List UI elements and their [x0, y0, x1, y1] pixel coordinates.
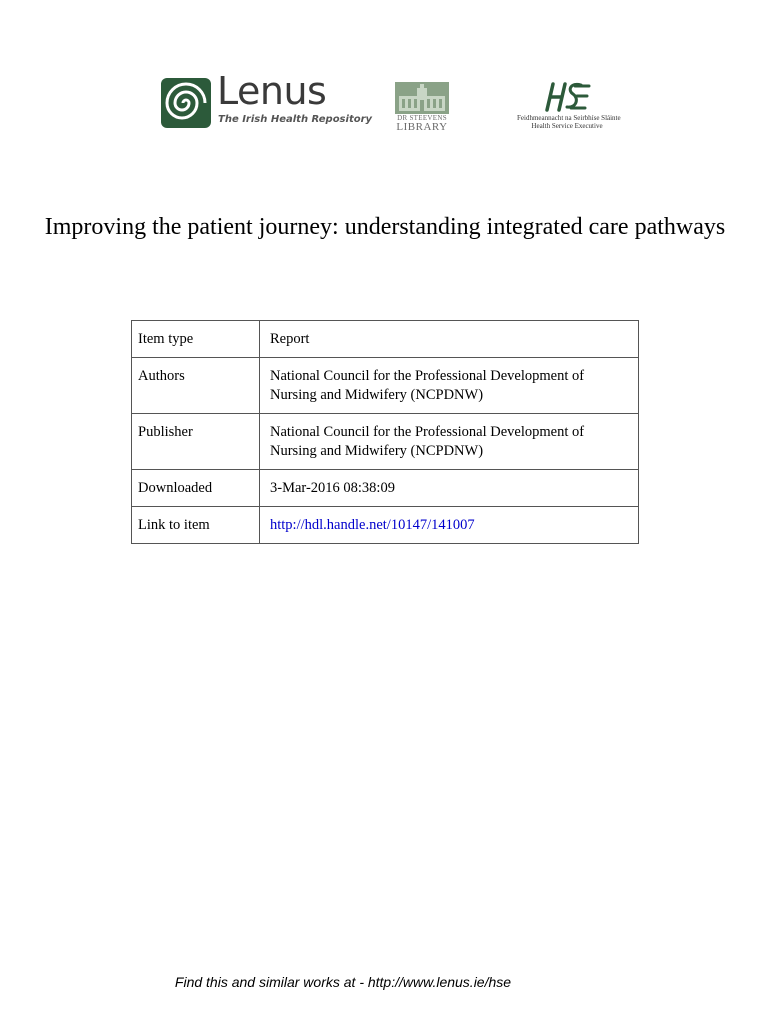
authors-label: Authors — [132, 358, 260, 414]
hse-mark-icon — [541, 80, 593, 112]
dr-steevens-library-logo — [395, 82, 449, 132]
downloaded-label: Downloaded — [132, 470, 260, 507]
item-type-label: Item type — [132, 321, 260, 358]
publisher-label: Publisher — [132, 414, 260, 470]
table-row — [132, 358, 639, 414]
metadata-table — [131, 320, 639, 544]
footer-text: Find this and similar works at - http://www.lenus.ie/hse — [174, 974, 512, 990]
item-link[interactable]: http://hdl.handle.net/10147/141007 — [270, 517, 475, 533]
link-to-item-label: Link to item — [132, 507, 260, 544]
document-title: Improving the patient journey: understanding integrated care pathways — [44, 214, 726, 240]
table-row — [132, 470, 639, 507]
steevens-label: DR STEEVENS — [397, 114, 447, 122]
library-building-icon — [395, 82, 449, 114]
lenus-wordmark: Lenus — [217, 69, 327, 113]
downloaded-value: 3-Mar-2016 08:38:09 — [260, 470, 639, 507]
table-row — [132, 414, 639, 470]
logo-bar — [0, 0, 770, 150]
table-row — [132, 507, 639, 544]
table-row — [132, 321, 639, 358]
hse-logo — [517, 80, 621, 132]
publisher-value: National Council for the Professional Development of Nursing and Midwifery (NCPDNW) — [260, 414, 639, 470]
lenus-spiral-icon — [161, 78, 211, 128]
library-label: LIBRARY — [396, 121, 448, 133]
lenus-logo — [161, 69, 373, 130]
link-to-item-cell — [260, 507, 639, 544]
item-type-value: Report — [260, 321, 639, 358]
hse-irish-name: Feidhmeannacht na Seirbhíse Sláinte — [517, 114, 621, 122]
lenus-tagline: The Irish Health Repository — [218, 114, 373, 125]
hse-english-name: Health Service Executive — [531, 122, 603, 130]
authors-value: National Council for the Professional Development of Nursing and Midwifery (NCPDNW) — [260, 358, 639, 414]
